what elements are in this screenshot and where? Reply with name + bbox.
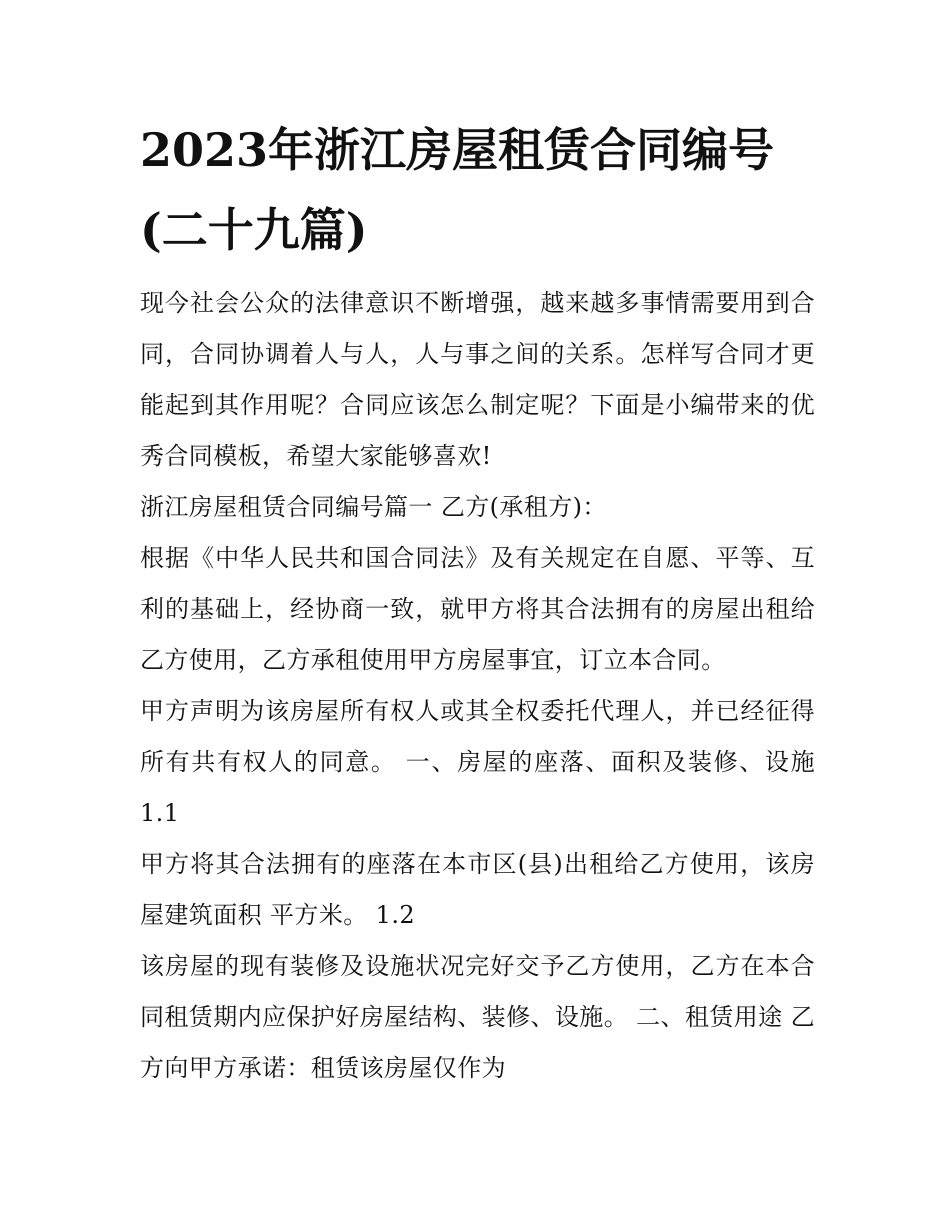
clause-1-1-paragraph: 甲方将其合法拥有的座落在本市区(县)出租给乙方使用，该房屋建筑面积 平方米。 1.2 <box>140 850 815 929</box>
basis-paragraph: 根据《中华人民共和国合同法》及有关规定在自愿、平等、互利的基础上，经协商一致，就甲方将其合法拥有的房屋出租给乙方使用，乙方承租使用甲方房屋事宜，订立本合同。 <box>140 544 815 674</box>
clause-1-2-paragraph: 该房屋的现有装修及设施状况完好交予乙方使用，乙方在本合同租赁期内应保护好房屋结构、装修、设施。 二、租赁用途 乙方向甲方承诺：租赁该房屋仅作为 <box>140 952 815 1082</box>
declaration-paragraph: 甲方声明为该房屋所有权人或其全权委托代理人，并已经征得所有共有权人的同意。 一、房屋的座落、面积及装修、设施 1.1 <box>140 697 815 827</box>
intro-paragraph: 现今社会公众的法律意识不断增强，越来越多事情需要用到合同，合同协调着人与人，人与事之间的关系。怎样写合同才更能起到其作用呢？合同应该怎么制定呢？下面是小编带来的优秀合同模板，希望大家能够喜欢! <box>140 289 815 470</box>
document-page <box>140 110 815 1094</box>
section-heading: 浙江房屋租赁合同编号篇一 乙方(承租方)： <box>140 493 607 521</box>
document-title: 2023年浙江房屋租赁合同编号(二十九篇) <box>140 123 775 257</box>
